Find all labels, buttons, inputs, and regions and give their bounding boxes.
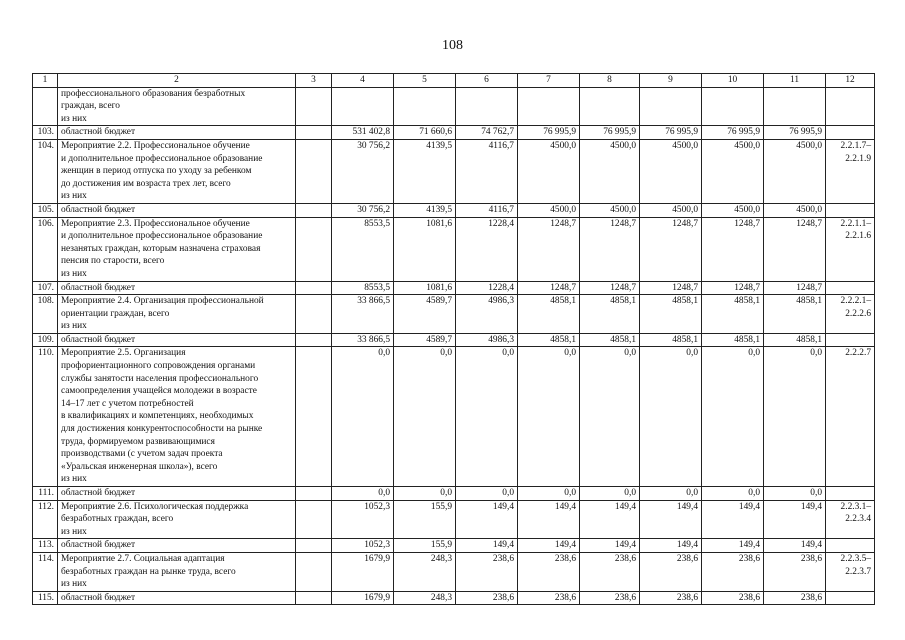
amount-cell: 4858,1 [640,295,702,334]
description-line: безработных граждан на рынке труда, всего [61,566,236,577]
row-number-cell: 113. [33,539,58,553]
description-line: и дополнительное профессиональное образование [61,153,263,164]
amount-cell: 149,4 [702,500,764,539]
description-line: областной бюджет [61,592,136,603]
table-row [33,539,875,553]
amount-cell: 149,4 [456,500,518,539]
amount-cell: 4139,5 [394,203,456,217]
amount-cell: 4858,1 [702,295,764,334]
amount-cell [332,87,394,126]
amount-cell [394,87,456,126]
amount-cell: 238,6 [518,591,580,605]
table-row [33,281,875,295]
page-number: 108 [442,38,463,53]
amount-cell: 1248,7 [764,281,826,295]
amount-cell: 149,4 [702,539,764,553]
amount-cell: 4500,0 [518,203,580,217]
amount-cell: 149,4 [518,539,580,553]
amount-cell: 149,4 [580,500,640,539]
amount-cell: 0,0 [702,347,764,487]
amount-cell: 4116,7 [456,139,518,203]
amount-cell: 248,3 [394,591,456,605]
description-line: граждан, всего [61,101,120,112]
description-line: труда, формируемом развивающимися [61,436,215,447]
target-code-cell [826,591,875,605]
amount-cell: 4589,7 [394,295,456,334]
row-description-cell [58,281,296,295]
amount-cell: 8553,5 [332,281,394,295]
column-3-cell [296,203,332,217]
row-description-cell [58,591,296,605]
column-3-cell [296,347,332,487]
description-line: областной бюджет [61,127,136,138]
target-code-line: 2.2.3.1– [840,501,871,512]
amount-cell: 0,0 [332,487,394,501]
amount-cell: 155,9 [394,539,456,553]
row-number-cell: 109. [33,333,58,347]
column-3-cell [296,487,332,501]
amount-cell: 76 995,9 [580,126,640,140]
amount-cell: 4986,3 [456,333,518,347]
amount-cell: 0,0 [394,347,456,487]
column-3-cell [296,87,332,126]
amount-cell: 149,4 [764,539,826,553]
row-number-cell: 110. [33,347,58,487]
target-code-cell [826,203,875,217]
row-number-cell: 103. [33,126,58,140]
column-header-row [33,74,875,88]
target-code-cell [826,87,875,126]
amount-cell: 76 995,9 [764,126,826,140]
description-line: безработных граждан, всего [61,514,174,525]
amount-cell: 1081,6 [394,217,456,281]
row-number-cell: 106. [33,217,58,281]
amount-cell: 1679,9 [332,591,394,605]
description-line: и дополнительное профессиональное образование [61,231,263,242]
amount-cell: 149,4 [764,500,826,539]
amount-cell: 149,4 [456,539,518,553]
amount-cell: 76 995,9 [518,126,580,140]
description-line: пенсия по старости, всего [61,256,165,267]
amount-cell: 149,4 [580,539,640,553]
amount-cell: 1248,7 [640,217,702,281]
table-row [33,87,875,126]
amount-cell: 4500,0 [640,139,702,203]
amount-cell: 0,0 [702,487,764,501]
amount-cell: 1081,6 [394,281,456,295]
row-number-cell: 114. [33,552,58,591]
amount-cell: 238,6 [764,552,826,591]
description-line: профориентационного сопровождения органами [61,361,256,372]
amount-cell [456,87,518,126]
amount-cell: 1248,7 [764,217,826,281]
amount-cell: 76 995,9 [640,126,702,140]
column-header: 6 [456,74,518,88]
amount-cell: 0,0 [518,487,580,501]
target-code-cell [826,500,875,539]
target-code-line: 2.2.3.7 [845,566,871,577]
amount-cell: 238,6 [518,552,580,591]
amount-cell: 0,0 [456,347,518,487]
description-line: производствами (с учетом задач проекта [61,449,223,460]
amount-cell [640,87,702,126]
column-header: 9 [640,74,702,88]
amount-cell: 0,0 [518,347,580,487]
description-line: из них [61,113,87,124]
amount-cell: 74 762,7 [456,126,518,140]
description-line: в квалификациях и компетенциях, необходимых [61,411,254,422]
target-code-line: 2.2.1.1– [840,218,871,229]
table-row [33,333,875,347]
amount-cell: 238,6 [456,591,518,605]
target-code-line: 2.2.1.9 [845,153,871,164]
amount-cell: 0,0 [640,487,702,501]
target-code-line: 2.2.3.4 [845,514,871,525]
column-3-cell [296,591,332,605]
amount-cell: 1248,7 [580,281,640,295]
column-header: 3 [296,74,332,88]
amount-cell: 4858,1 [764,333,826,347]
amount-cell: 238,6 [456,552,518,591]
description-line: профессионального образования безработных [61,88,246,99]
amount-cell: 4139,5 [394,139,456,203]
table-row [33,295,875,334]
amount-cell [702,87,764,126]
amount-cell: 4500,0 [580,203,640,217]
description-line: из них [61,268,87,279]
amount-cell: 4858,1 [518,295,580,334]
amount-cell: 1248,7 [640,281,702,295]
description-line: из них [61,191,87,202]
amount-cell: 4858,1 [518,333,580,347]
column-header: 4 [332,74,394,88]
target-code-line: 2.2.2.7 [845,348,871,359]
row-description-cell [58,87,296,126]
row-number-cell: 107. [33,281,58,295]
table-body [33,74,875,605]
row-description-cell [58,552,296,591]
row-description-cell [58,126,296,140]
amount-cell: 4500,0 [518,139,580,203]
amount-cell: 33 866,5 [332,333,394,347]
amount-cell [764,87,826,126]
amount-cell: 155,9 [394,500,456,539]
column-header: 10 [702,74,764,88]
amount-cell: 33 866,5 [332,295,394,334]
amount-cell: 149,4 [518,500,580,539]
amount-cell: 1248,7 [702,217,764,281]
amount-cell: 8553,5 [332,217,394,281]
amount-cell [518,87,580,126]
row-number-cell: 111. [33,487,58,501]
target-code-cell [826,295,875,334]
description-line: областной бюджет [61,282,136,293]
amount-cell: 1052,3 [332,539,394,553]
amount-cell: 4589,7 [394,333,456,347]
row-number-cell: 108. [33,295,58,334]
table-row [33,139,875,203]
amount-cell: 238,6 [640,591,702,605]
table-row [33,487,875,501]
row-description-cell [58,500,296,539]
table-row [33,203,875,217]
amount-cell: 238,6 [580,552,640,591]
column-3-cell [296,539,332,553]
amount-cell: 531 402,8 [332,126,394,140]
amount-cell: 238,6 [580,591,640,605]
description-line: Мероприятие 2.4. Организация профессиональной [61,296,264,307]
table-row [33,500,875,539]
column-header: 8 [580,74,640,88]
target-code-cell [826,333,875,347]
amount-cell: 1248,7 [580,217,640,281]
amount-cell: 149,4 [640,539,702,553]
target-code-line: 2.2.1.7– [840,140,871,151]
amount-cell: 4116,7 [456,203,518,217]
amount-cell: 4858,1 [764,295,826,334]
description-line: из них [61,321,87,332]
table-row [33,591,875,605]
amount-cell: 1052,3 [332,500,394,539]
amount-cell: 4500,0 [764,203,826,217]
column-header: 7 [518,74,580,88]
description-line: областной бюджет [61,204,136,215]
column-header: 2 [58,74,296,88]
row-description-cell [58,487,296,501]
column-3-cell [296,333,332,347]
amount-cell: 238,6 [764,591,826,605]
amount-cell: 0,0 [456,487,518,501]
description-line: службы занятости населения профессионального [61,373,259,384]
column-3-cell [296,217,332,281]
column-3-cell [296,126,332,140]
row-description-cell [58,139,296,203]
amount-cell: 0,0 [580,347,640,487]
amount-cell: 76 995,9 [702,126,764,140]
row-number-cell [33,87,58,126]
row-number-cell: 115. [33,591,58,605]
amount-cell: 4986,3 [456,295,518,334]
budget-table [32,73,875,605]
column-3-cell [296,281,332,295]
amount-cell: 0,0 [764,347,826,487]
amount-cell: 1248,7 [702,281,764,295]
amount-cell: 0,0 [580,487,640,501]
description-line: из них [61,526,87,537]
amount-cell: 238,6 [702,591,764,605]
row-number-cell: 112. [33,500,58,539]
row-description-cell [58,203,296,217]
table-row [33,217,875,281]
description-line: незанятых граждан, которым назначена страховая [61,243,261,254]
amount-cell: 1228,4 [456,281,518,295]
column-header: 5 [394,74,456,88]
description-line: Мероприятие 2.3. Профессиональное обучение [61,218,250,229]
amount-cell: 4500,0 [580,139,640,203]
description-line: из них [61,474,87,485]
target-code-line: 2.2.2.6 [845,308,871,319]
description-line: Мероприятие 2.7. Социальная адаптация [61,553,225,564]
amount-cell: 4500,0 [640,203,702,217]
description-line: до достижения им возраста трех лет, всего [61,178,231,189]
amount-cell [580,87,640,126]
amount-cell: 1228,4 [456,217,518,281]
amount-cell: 4858,1 [580,295,640,334]
table-row [33,347,875,487]
amount-cell: 71 660,6 [394,126,456,140]
description-line: ориентации граждан, всего [61,308,170,319]
amount-cell: 0,0 [640,347,702,487]
description-line: областной бюджет [61,488,136,498]
table-row [33,126,875,140]
amount-cell: 248,3 [394,552,456,591]
description-line: Мероприятие 2.2. Профессиональное обучение [61,140,250,151]
amount-cell: 0,0 [394,487,456,501]
target-code-cell [826,539,875,553]
amount-cell: 4858,1 [580,333,640,347]
target-code-cell [826,552,875,591]
column-3-cell [296,552,332,591]
column-3-cell [296,500,332,539]
amount-cell: 4858,1 [640,333,702,347]
column-header: 1 [33,74,58,88]
description-line: самоопределения учащейся молодежи в возрасте [61,386,257,397]
description-line: женщин в период отпуска по уходу за ребенком [61,166,252,177]
target-code-cell [826,281,875,295]
amount-cell: 238,6 [702,552,764,591]
amount-cell: 1679,9 [332,552,394,591]
amount-cell: 30 756,2 [332,203,394,217]
target-code-cell [826,347,875,487]
target-code-cell [826,126,875,140]
target-code-cell [826,487,875,501]
amount-cell: 4500,0 [764,139,826,203]
amount-cell: 238,6 [640,552,702,591]
row-number-cell: 105. [33,203,58,217]
column-3-cell [296,295,332,334]
target-code-line: 2.2.3.5– [840,553,871,564]
row-description-cell [58,295,296,334]
description-line: областной бюджет [61,334,136,345]
target-code-line: 2.2.2.1– [840,296,871,307]
description-line: для достижения конкурентоспособности на рынке [61,424,263,435]
row-description-cell [58,217,296,281]
row-description-cell [58,539,296,553]
amount-cell: 4858,1 [702,333,764,347]
description-line: областной бюджет [61,540,136,551]
amount-cell: 4500,0 [702,203,764,217]
column-header: 11 [764,74,826,88]
table-row [33,552,875,591]
amount-cell: 30 756,2 [332,139,394,203]
description-line: Мероприятие 2.5. Организация [61,348,186,359]
target-code-line: 2.2.1.6 [845,231,871,242]
target-code-cell [826,217,875,281]
row-number-cell: 104. [33,139,58,203]
amount-cell: 1248,7 [518,281,580,295]
description-line: 14–17 лет с учетом потребностей [61,398,194,409]
amount-cell: 149,4 [640,500,702,539]
amount-cell: 0,0 [332,347,394,487]
column-3-cell [296,139,332,203]
description-line: из них [61,579,87,590]
amount-cell: 0,0 [764,487,826,501]
amount-cell: 4500,0 [702,139,764,203]
amount-cell: 1248,7 [518,217,580,281]
row-description-cell [58,333,296,347]
target-code-cell [826,139,875,203]
column-header: 12 [826,74,875,88]
row-description-cell [58,347,296,487]
description-line: Мероприятие 2.6. Психологическая поддержка [61,501,249,512]
description-line: «Уральская инженерная школа»), всего [61,461,218,472]
